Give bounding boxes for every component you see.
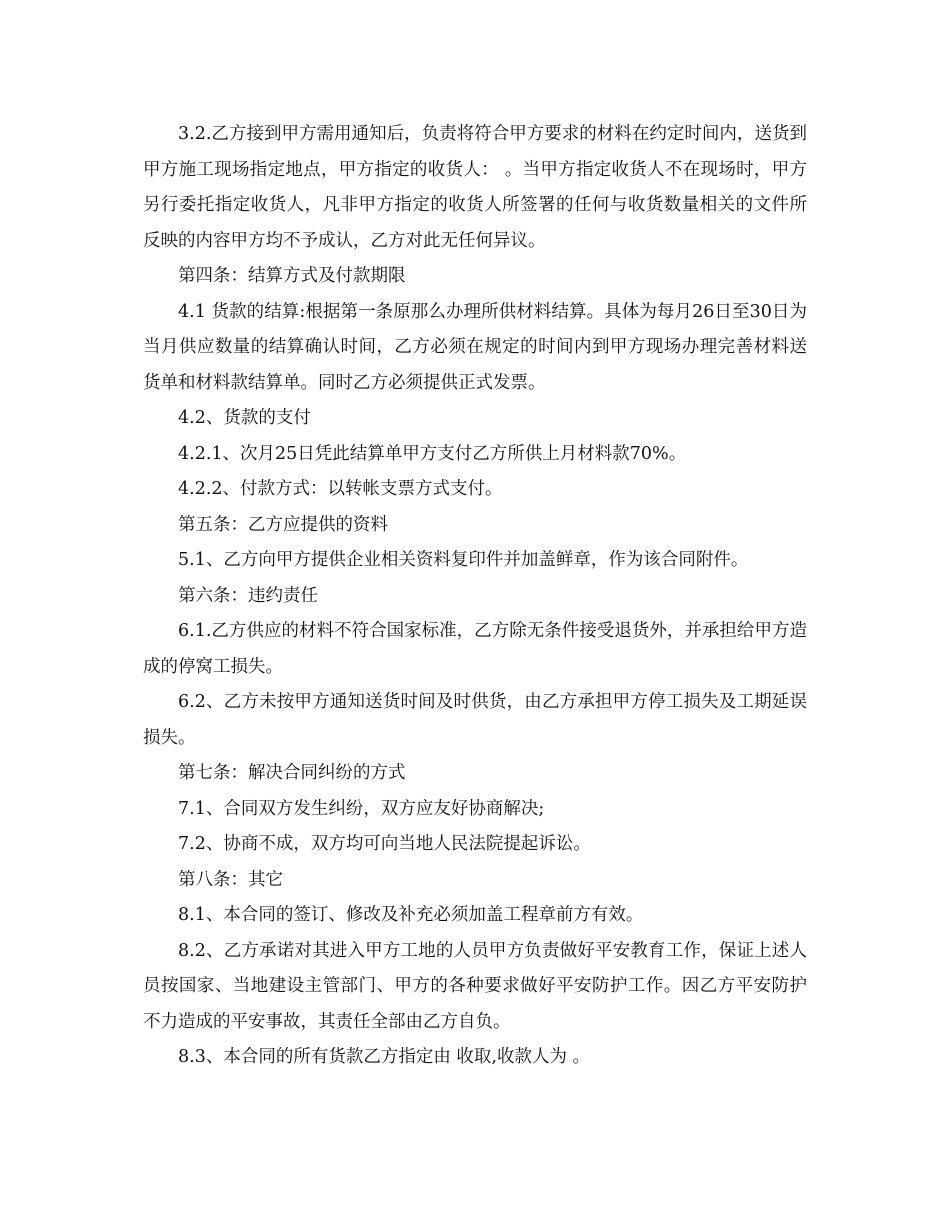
- section-heading-5: 第五条：乙方应提供的资料: [178, 514, 388, 535]
- clause-4-1: 4.1 货款的结算:根据第一条原那么办理所供材料结算。具体为每月26日至30日为当月供应数量的结算确认时间，乙方必须在规定的时间内到甲方现场办理完善材料送货单和材料款结算单。同时乙方必须提供正式发票。: [143, 301, 807, 393]
- section-heading-6: 第六条：违约责任: [178, 585, 318, 606]
- clause-8-1: 8.1、本合同的签订、修改及补充必须加盖工程章前方有效。: [178, 905, 644, 925]
- section-heading-7: 第七条：解决合同纠纷的方式: [178, 763, 406, 783]
- clause-4-2: 4.2、货款的支付: [178, 408, 311, 428]
- clause-3-2: 3.2.乙方接到甲方需用通知后，负责将符合甲方要求的材料在约定时间内，送货到甲方施工现场指定地点，甲方指定的收货人： 。当甲方指定收货人不在现场时，甲方另行委托指定收货人，凡非甲方指定的收货人所签署的任何与收货数量相关的文件所反映的内容甲方均不予成认，乙方对此无任何异议。: [143, 124, 807, 251]
- clause-5-1: 5.1、乙方向甲方提供企业相关资料复印件并加盖鲜章，作为该合同附件。: [178, 550, 749, 570]
- clause-7-1: 7.1、合同双方发生纠纷，双方应友好协商解决;: [178, 798, 545, 819]
- clause-6-2: 6.2、乙方未按甲方通知送货时间及时供货，由乙方承担甲方停工损失及工期延误损失。: [143, 692, 807, 748]
- document-body: [143, 117, 807, 1076]
- clause-4-2-2: 4.2.2、付款方式：以转帐支票方式支付。: [178, 479, 503, 499]
- clause-4-2-1: 4.2.1、次月25日凭此结算单甲方支付乙方所供上月材料款70%。: [178, 443, 687, 464]
- section-heading-4: 第四条：结算方式及付款期限: [178, 266, 406, 286]
- clause-6-1: 6.1.乙方供应的材料不符合国家标准，乙方除无条件接受退货外，并承担给甲方造成的停窝工损失。: [143, 621, 807, 677]
- clause-8-2: 8.2、乙方承诺对其进入甲方工地的人员甲方负责做好平安教育工作，保证上述人员按国家、当地建设主管部门、甲方的各种要求做好平安防护工作。因乙方平安防护不力造成的平安事故，其责任全部由乙方自负。: [143, 940, 807, 1032]
- clause-7-2: 7.2、协商不成，双方均可向当地人民法院提起诉讼。: [178, 834, 591, 854]
- clause-8-3: 8.3、本合同的所有货款乙方指定由 收取,收款人为 。: [178, 1047, 591, 1067]
- section-heading-8: 第八条：其它: [178, 869, 283, 890]
